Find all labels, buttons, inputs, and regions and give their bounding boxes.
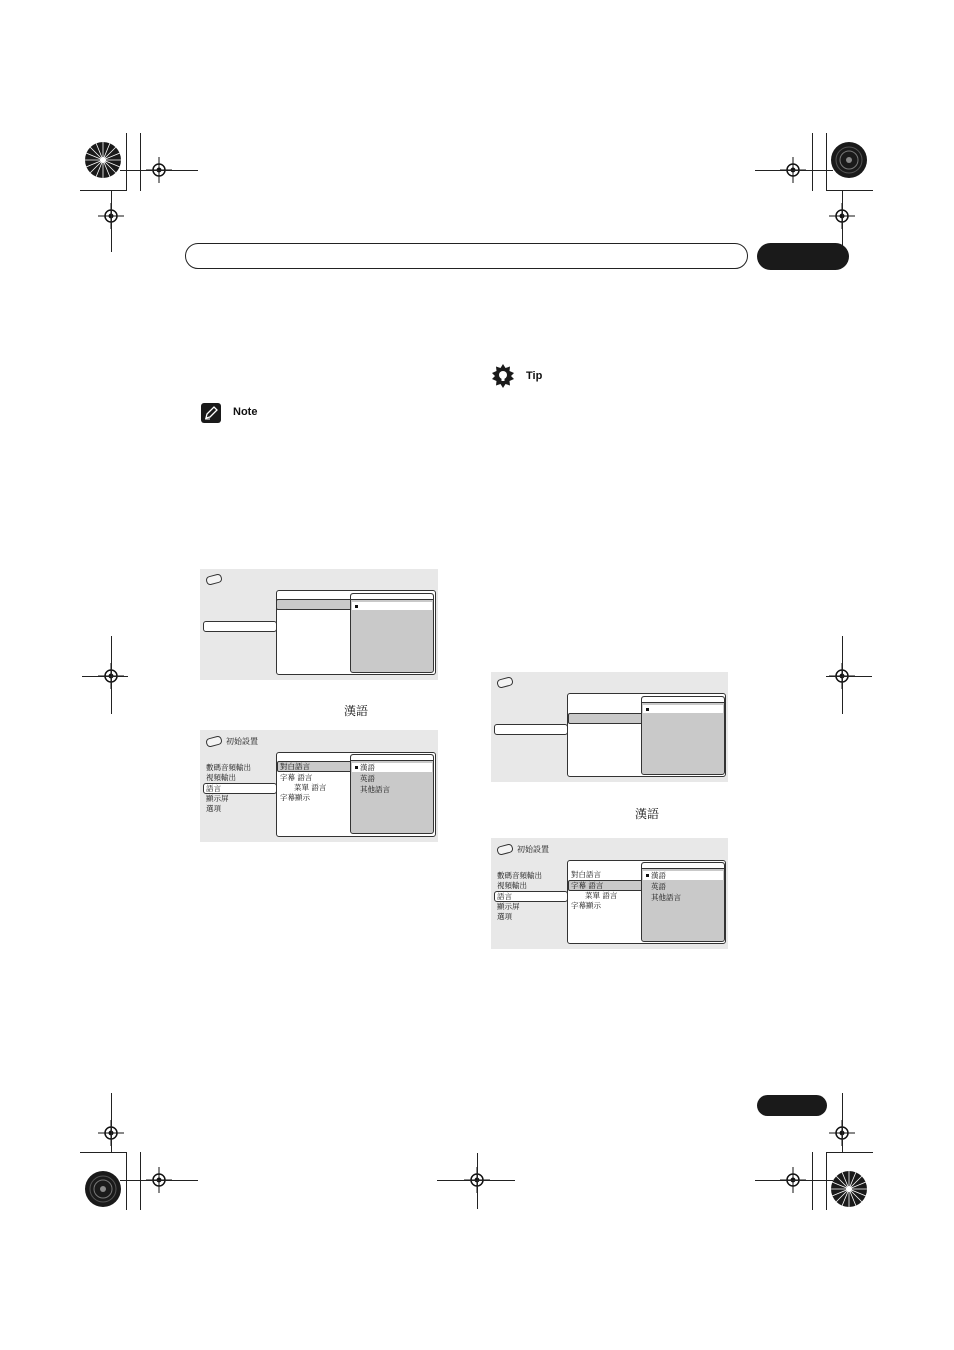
- note-pencil-icon: [201, 403, 221, 423]
- screen-panel-3: [491, 672, 728, 782]
- language-option[interactable]: 漢語: [360, 763, 375, 772]
- tip-label: Tip: [526, 370, 543, 382]
- left-menu-item[interactable]: 顯示屏: [497, 902, 520, 911]
- starburst-mark-icon: [84, 1170, 122, 1208]
- middle-menu-item[interactable]: 對白語言: [280, 762, 310, 771]
- left-menu-item[interactable]: 選項: [497, 912, 512, 921]
- starburst-mark-icon: [830, 1170, 868, 1208]
- left-menu-item[interactable]: 選項: [206, 804, 221, 813]
- page-number-tab: [757, 1095, 827, 1116]
- language-option[interactable]: 英語: [651, 882, 666, 891]
- left-menu-item[interactable]: 視頻輸出: [497, 881, 527, 890]
- middle-menu-item[interactable]: 對白語言: [571, 870, 601, 879]
- screen-panel-1: [200, 569, 438, 680]
- left-menu-item[interactable]: 視頻輸出: [206, 773, 236, 782]
- chapter-tab: [757, 243, 849, 270]
- middle-menu-item[interactable]: 字幕 語言: [571, 881, 604, 890]
- left-menu-item[interactable]: 語言: [497, 892, 512, 901]
- left-menu-item[interactable]: 數碼音頻輸出: [206, 763, 251, 772]
- screen-panel-4: [491, 838, 728, 949]
- starburst-mark-icon: [84, 141, 122, 179]
- language-option[interactable]: 漢語: [651, 871, 666, 880]
- disc-icon: [496, 676, 514, 689]
- disc-icon: [205, 573, 223, 586]
- starburst-mark-icon: [830, 141, 868, 179]
- middle-menu-item[interactable]: 菜單 語言: [294, 783, 327, 792]
- caption-left-term: 漢語: [344, 704, 369, 718]
- middle-menu-item[interactable]: 字幕顯示: [571, 901, 601, 910]
- disc-icon: [205, 735, 223, 748]
- language-option[interactable]: 其他語言: [651, 893, 681, 902]
- left-menu-item[interactable]: 顯示屏: [206, 794, 229, 803]
- language-option[interactable]: 其他語言: [360, 785, 390, 794]
- tip-lightbulb-icon: [491, 364, 515, 388]
- screen-title: 初始設置: [517, 845, 549, 854]
- section-header-bar: [185, 243, 748, 269]
- screen-panel-2: [200, 730, 438, 842]
- note-label: Note: [233, 406, 258, 418]
- left-menu-item[interactable]: 語言: [206, 784, 221, 793]
- caption-right-term: 漢語: [635, 807, 660, 821]
- middle-menu-item[interactable]: 字幕 語言: [280, 773, 313, 782]
- middle-menu-item[interactable]: 菜單 語言: [585, 891, 618, 900]
- left-menu-item[interactable]: 數碼音頻輸出: [497, 871, 542, 880]
- screen-title: 初始設置: [226, 737, 258, 746]
- language-option[interactable]: 英語: [360, 774, 375, 783]
- disc-icon: [496, 843, 514, 856]
- middle-menu-item[interactable]: 字幕顯示: [280, 793, 310, 802]
